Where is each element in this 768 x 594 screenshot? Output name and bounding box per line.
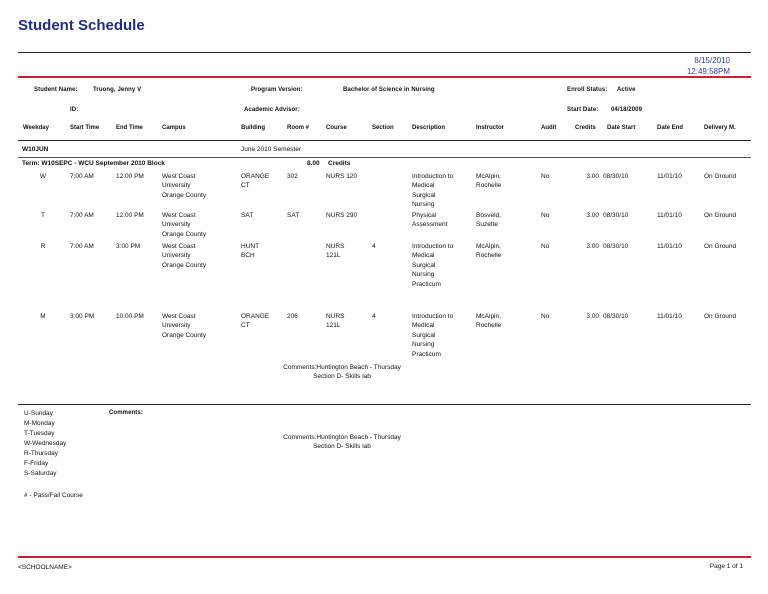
- col-audit: Audit: [541, 125, 557, 131]
- report-datetime: [687, 55, 730, 77]
- cell-campus: [162, 312, 237, 340]
- cell-description-line: Nursing: [412, 271, 435, 279]
- cell-section: 4: [372, 243, 376, 250]
- cell-start-time: 7:00 AM: [70, 243, 94, 250]
- col-start-time: Start Time: [70, 125, 100, 131]
- cell-description-line: Surgical: [412, 261, 436, 269]
- cell-instructor: [476, 211, 536, 230]
- cell-course: [326, 211, 368, 220]
- start-date-label: Start Date:: [567, 107, 599, 113]
- cell-course: [326, 172, 368, 181]
- cell-course: [326, 312, 368, 331]
- cell-description-line: Nursing: [412, 341, 435, 349]
- cell-campus-line: University: [162, 322, 191, 330]
- cell-building-line: CT: [241, 182, 250, 190]
- cell-description-line: Medical: [412, 182, 435, 190]
- cell-start-time: 7:00 AM: [70, 212, 94, 219]
- cell-instructor: [476, 172, 536, 191]
- weekday-legend: [24, 409, 66, 479]
- cell-campus-line: West Coast: [162, 212, 196, 219]
- cell-course-line: 121L: [326, 322, 341, 330]
- cell-building: [241, 172, 283, 191]
- cell-end-time: 10:00 PM: [116, 313, 144, 320]
- cell-course-line: 121L: [326, 252, 341, 260]
- cell-description-line: Medical: [412, 322, 435, 330]
- cell-campus: [162, 172, 237, 200]
- cell-description: [412, 211, 472, 230]
- cell-end-time: 12:00 PM: [116, 212, 144, 219]
- cell-credits: 3.00: [586, 173, 599, 180]
- cell-start-time: 3:00 PM: [70, 313, 95, 320]
- footer-red-rule: [18, 556, 751, 558]
- col-delivery: Delivery M.: [704, 125, 736, 131]
- page-number: Page 1 of 1: [709, 563, 743, 570]
- cell-campus-line: Orange County: [162, 191, 207, 199]
- cell-description: [412, 242, 472, 289]
- col-weekday: Weekday: [23, 125, 49, 131]
- cell-instructor-line: Suzette: [476, 221, 499, 229]
- col-instructor: Instructor: [476, 125, 505, 131]
- row-comments: [262, 363, 422, 382]
- cell-delivery: On Ground: [704, 173, 737, 180]
- cell-date-end: 11/01/10: [657, 243, 682, 250]
- enroll-status-label: Enroll Status:: [567, 87, 608, 93]
- cell-instructor-line: Bosveld,: [476, 212, 501, 219]
- legend-item: U-Sunday: [24, 410, 53, 417]
- pass-fail-note: # - Pass/Fail Course: [24, 492, 83, 499]
- cell-description-line: Physical: [412, 212, 437, 219]
- cell-room: 302: [287, 173, 298, 180]
- col-date-start: Date Start: [607, 125, 636, 131]
- table-header-rule: [18, 140, 751, 141]
- cell-instructor-line: McAlpin,: [476, 313, 501, 320]
- cell-campus-line: University: [162, 182, 191, 190]
- term-code: W10JUN: [22, 146, 49, 153]
- page-title: Student Schedule: [18, 17, 145, 34]
- col-campus: Campus: [162, 125, 186, 131]
- cell-audit: No: [541, 313, 550, 320]
- legend-item: S-Saturday: [24, 470, 57, 477]
- cell-campus-line: University: [162, 252, 191, 260]
- row-comments: [262, 433, 422, 452]
- cell-description: [412, 312, 472, 359]
- cell-description-line: Introduction to: [412, 313, 454, 320]
- col-date-end: Date End: [657, 125, 684, 131]
- cell-weekday: R: [40, 243, 46, 250]
- row-comment-line: Comments:Huntington Beach - Thursday: [283, 364, 401, 371]
- cell-date-end: 11/01/10: [657, 173, 682, 180]
- cell-building: [241, 242, 283, 261]
- cell-weekday: W: [39, 173, 47, 180]
- cell-date-end: 11/01/10: [657, 212, 682, 219]
- cell-description-line: Surgical: [412, 331, 436, 339]
- cell-description-line: Practicum: [412, 280, 441, 288]
- cell-room: 206: [287, 313, 298, 320]
- col-end-time: End Time: [116, 125, 143, 131]
- table-bottom-rule: [18, 404, 751, 405]
- cell-weekday: M: [40, 313, 46, 320]
- cell-description-line: Surgical: [412, 191, 436, 199]
- cell-building: [241, 312, 283, 331]
- cell-delivery: On Ground: [704, 212, 737, 219]
- col-section: Section: [372, 125, 394, 131]
- cell-course-line: NURS: [326, 243, 345, 250]
- legend-item: R-Thursday: [24, 450, 58, 457]
- cell-building-line: BCH: [241, 252, 255, 260]
- col-description: Description: [412, 125, 446, 131]
- cell-section: 4: [372, 313, 376, 320]
- advisor-label: Academic Advisor:: [244, 107, 300, 113]
- cell-description: [412, 172, 472, 210]
- cell-credits: 3.00: [586, 243, 599, 250]
- cell-delivery: On Ground: [704, 243, 737, 250]
- cell-start-time: 7:00 AM: [70, 173, 94, 180]
- cell-date-start: 08/30/10: [603, 173, 629, 180]
- cell-course-line: NURS: [326, 313, 345, 320]
- term-name: June 2010 Semester: [241, 146, 301, 153]
- cell-campus: [162, 211, 237, 239]
- cell-campus-line: Orange County: [162, 230, 207, 238]
- cell-description-line: Nursing: [412, 201, 435, 209]
- col-room: Room #: [287, 125, 310, 131]
- start-date-value: 04/18/2009: [611, 107, 643, 113]
- row-comment-line: Section D- Skills lab: [313, 443, 371, 451]
- student-name-label: Student Name:: [34, 87, 78, 93]
- cell-date-start: 08/30/10: [603, 243, 629, 250]
- cell-campus-line: University: [162, 221, 191, 229]
- program-label: Program Version:: [251, 87, 303, 93]
- enroll-status-value: Active: [617, 87, 636, 93]
- term-credits: 8.00: [307, 160, 320, 167]
- col-building: Building: [241, 125, 265, 131]
- program-value: Bachelor of Science in Nursing: [343, 87, 435, 93]
- cell-course-line: NURS 120: [326, 173, 358, 180]
- cell-audit: No: [541, 243, 550, 250]
- cell-audit: No: [541, 173, 550, 180]
- cell-credits: 3.00: [586, 313, 599, 320]
- cell-campus-line: Orange County: [162, 331, 207, 339]
- col-credits: Credits: [575, 125, 596, 131]
- legend-item: W-Wednesday: [24, 440, 67, 447]
- col-course: Course: [326, 125, 347, 131]
- cell-description-line: Assessment: [412, 221, 448, 229]
- term-credits-label: Credits: [328, 160, 351, 167]
- cell-date-start: 08/30/10: [603, 212, 629, 219]
- cell-instructor-line: Rochelle: [476, 252, 502, 260]
- cell-delivery: On Ground: [704, 313, 737, 320]
- cell-instructor-line: McAlpin,: [476, 173, 501, 180]
- cell-building-line: CT: [241, 322, 250, 330]
- cell-description-line: Introduction to: [412, 173, 454, 180]
- cell-course-line: NURS 290: [326, 212, 358, 219]
- comments-label: Comments:: [109, 410, 143, 416]
- cell-description-line: Introduction to: [412, 243, 454, 250]
- cell-campus: [162, 242, 237, 270]
- cell-instructor: [476, 242, 536, 261]
- cell-campus-line: West Coast: [162, 313, 196, 320]
- header-rule: [18, 52, 751, 53]
- cell-campus-line: West Coast: [162, 173, 196, 180]
- cell-building-line: HUNT: [241, 243, 260, 250]
- term-rule: [18, 157, 751, 158]
- cell-campus-line: Orange County: [162, 261, 207, 269]
- cell-campus-line: West Coast: [162, 243, 196, 250]
- cell-instructor: [476, 312, 536, 331]
- cell-end-time: 3:00 PM: [116, 243, 141, 250]
- cell-credits: 3.00: [586, 212, 599, 219]
- cell-building-line: SAT: [241, 212, 254, 219]
- report-time: 12:49:58PM: [686, 67, 730, 76]
- cell-building: [241, 211, 283, 220]
- cell-course: [326, 242, 368, 261]
- cell-instructor-line: McAlpin,: [476, 243, 501, 250]
- cell-building-line: ORANGE: [241, 313, 270, 320]
- cell-room: SAT: [287, 212, 300, 219]
- header-red-rule: [18, 76, 751, 78]
- term-line: Term: W10SEPC - WCU September 2010 Block: [22, 160, 165, 167]
- cell-description-line: Medical: [412, 252, 435, 260]
- cell-description-line: Practicum: [412, 350, 441, 358]
- cell-date-start: 08/30/10: [603, 313, 629, 320]
- student-name-value: Truong, Jenny V: [93, 87, 142, 93]
- cell-instructor-line: Rochelle: [476, 322, 502, 330]
- legend-item: T-Tuesday: [24, 430, 55, 437]
- legend-item: M-Monday: [24, 420, 55, 427]
- row-comment-line: Comments:Huntington Beach - Thursday: [283, 434, 401, 441]
- cell-instructor-line: Rochelle: [476, 182, 502, 190]
- cell-audit: No: [541, 212, 550, 219]
- school-name: <SCHOOLNAME>: [18, 564, 72, 571]
- report-date: 8/15/2010: [694, 56, 730, 65]
- cell-end-time: 12:00 PM: [116, 173, 144, 180]
- row-comment-line: Section D- Skills lab: [313, 373, 371, 381]
- legend-item: F-Friday: [24, 460, 49, 467]
- cell-weekday: T: [41, 212, 45, 219]
- cell-building-line: ORANGE: [241, 173, 270, 180]
- cell-date-end: 11/01/10: [657, 313, 682, 320]
- student-id-label: ID:: [70, 107, 79, 113]
